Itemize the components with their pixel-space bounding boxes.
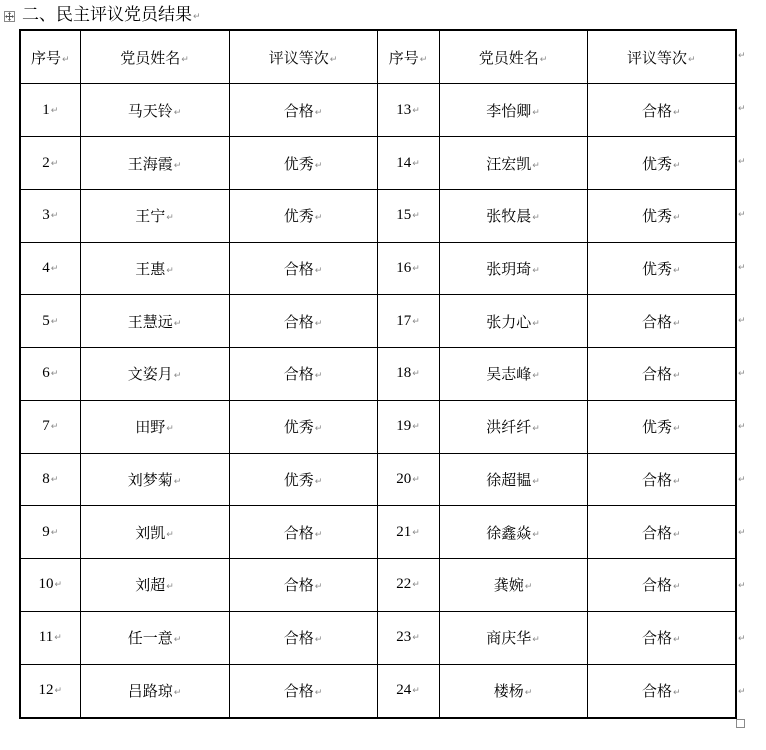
table-move-handle-icon[interactable] [4, 11, 15, 22]
evaluation-grade-left-cell: 优秀↵ [229, 189, 377, 242]
paragraph-mark-icon: ↵ [672, 529, 681, 540]
evaluation-grade-right-cell: 优秀↵ [587, 242, 736, 295]
paragraph-mark-icon: ↵ [173, 371, 182, 382]
member-name-left-cell: 刘梦菊↵ [80, 453, 229, 506]
serial-right-cell: 18↵ [377, 348, 439, 401]
paragraph-mark-icon: ↵ [672, 213, 681, 224]
member-name-right-cell: 汪宏凯↵ [439, 137, 587, 190]
member-name-right-cell: 商庆华↵ [439, 611, 587, 664]
paragraph-mark-icon: ↵ [672, 318, 681, 329]
header-cell-name-right: 党员姓名↵ [439, 30, 587, 84]
paragraph-mark-icon: ↵ [412, 105, 420, 116]
member-name-left-cell: 王惠↵ [80, 242, 229, 295]
paragraph-mark-icon: ↵ [412, 158, 420, 169]
paragraph-mark-icon: ↵ [166, 213, 174, 224]
serial-left-cell: 10↵ [20, 559, 80, 612]
table-row [20, 189, 736, 242]
end-of-table-marker [736, 719, 745, 728]
header-cell-grade-right: 评议等次↵ [587, 30, 736, 84]
member-name-right-cell: 张力心↵ [439, 295, 587, 348]
paragraph-mark-icon: ↵ [672, 107, 681, 118]
paragraph-mark-icon: ↵ [173, 107, 182, 118]
serial-right-cell: 17↵ [377, 295, 439, 348]
paragraph-mark-icon: ↵ [532, 476, 540, 487]
member-name-right-cell: 洪纤纤↵ [439, 400, 587, 453]
serial-right-cell: 21↵ [377, 506, 439, 559]
paragraph-mark-icon: ↵ [50, 474, 59, 485]
evaluation-grade-right-cell: 优秀↵ [587, 189, 736, 242]
paragraph-mark-icon: ↵ [412, 211, 420, 222]
paragraph-mark-icon: ↵ [166, 529, 174, 540]
table-header-row [20, 30, 736, 84]
evaluation-grade-right-cell: 合格↵ [587, 348, 736, 401]
paragraph-mark-icon: ↵ [314, 582, 323, 593]
paragraph-mark-icon: ↵ [412, 633, 420, 644]
member-name-left-cell: 刘超↵ [80, 559, 229, 612]
paragraph-mark-icon: ↵ [412, 422, 420, 433]
paragraph-mark-icon: ↵ [54, 580, 63, 591]
member-name-left-cell: 文姿月↵ [80, 348, 229, 401]
table-row [20, 559, 736, 612]
end-of-row-mark-icon: ↵ [738, 581, 746, 592]
paragraph-mark-icon: ↵ [412, 580, 420, 591]
end-of-row-mark-icon: ↵ [738, 475, 746, 486]
member-name-right-cell: 吴志峰↵ [439, 348, 587, 401]
member-name-right-cell: 龚婉↵ [439, 559, 587, 612]
evaluation-grade-left-cell: 合格↵ [229, 506, 377, 559]
paragraph-mark-icon: ↵ [672, 265, 681, 276]
evaluation-results-table [19, 29, 737, 719]
paragraph-mark-icon: ↵ [314, 213, 323, 224]
serial-left-cell: 12↵ [20, 664, 80, 718]
member-name-left-cell: 王海霞↵ [80, 137, 229, 190]
table-row [20, 611, 736, 664]
serial-left-cell: 8↵ [20, 453, 80, 506]
end-of-row-mark-icon: ↵ [738, 528, 746, 539]
header-cell-grade-left: 评议等次↵ [229, 30, 377, 84]
paragraph-mark-icon: ↵ [412, 316, 420, 327]
paragraph-mark-icon: ↵ [173, 160, 182, 171]
member-name-right-cell: 李怡卿↵ [439, 84, 587, 137]
member-name-left-cell: 吕路琼↵ [80, 664, 229, 718]
member-name-right-cell: 张牧晨↵ [439, 189, 587, 242]
paragraph-mark-icon: ↵ [532, 371, 540, 382]
paragraph-mark-icon: ↵ [672, 688, 681, 699]
end-of-row-mark-icon: ↵ [738, 209, 746, 220]
table-row [20, 400, 736, 453]
serial-right-cell: 13↵ [377, 84, 439, 137]
paragraph-mark-icon: ↵ [166, 265, 174, 276]
paragraph-mark-icon: ↵ [672, 582, 681, 593]
evaluation-grade-left-cell: 合格↵ [229, 295, 377, 348]
end-of-row-mark-icon: ↵ [738, 315, 746, 326]
evaluation-grade-right-cell: 合格↵ [587, 611, 736, 664]
member-name-right-cell: 徐鑫焱↵ [439, 506, 587, 559]
table-row [20, 242, 736, 295]
paragraph-mark-icon: ↵ [50, 316, 59, 327]
paragraph-mark-icon: ↵ [672, 160, 681, 171]
paragraph-mark-icon: ↵ [54, 633, 62, 644]
evaluation-grade-left-cell: 优秀↵ [229, 137, 377, 190]
paragraph-mark-icon: ↵ [314, 635, 323, 646]
paragraph-mark-icon: ↵ [532, 265, 540, 276]
serial-left-cell: 6↵ [20, 348, 80, 401]
serial-left-cell: 3↵ [20, 189, 80, 242]
paragraph-mark-icon: ↵ [672, 635, 681, 646]
paragraph-mark-icon: ↵ [193, 12, 201, 22]
section-heading-text: 二、民主评议党员结果 [22, 5, 192, 25]
serial-left-cell: 11↵ [20, 611, 80, 664]
paragraph-mark-icon: ↵ [314, 107, 323, 118]
serial-right-cell: 16↵ [377, 242, 439, 295]
paragraph-mark-icon: ↵ [524, 582, 533, 593]
evaluation-grade-left-cell: 合格↵ [229, 84, 377, 137]
evaluation-grade-right-cell: 合格↵ [587, 295, 736, 348]
paragraph-mark-icon: ↵ [412, 527, 420, 538]
serial-right-cell: 24↵ [377, 664, 439, 718]
paragraph-mark-icon: ↵ [50, 263, 59, 274]
member-name-right-cell: 楼杨↵ [439, 664, 587, 718]
paragraph-mark-icon: ↵ [532, 107, 540, 118]
paragraph-mark-icon: ↵ [412, 263, 420, 274]
serial-right-cell: 14↵ [377, 137, 439, 190]
paragraph-mark-icon: ↵ [314, 265, 323, 276]
paragraph-mark-icon: ↵ [166, 582, 174, 593]
paragraph-mark-icon: ↵ [314, 529, 323, 540]
end-of-row-mark-icon: ↵ [738, 262, 746, 273]
member-name-left-cell: 刘凯↵ [80, 506, 229, 559]
paragraph-mark-icon: ↵ [50, 105, 59, 116]
evaluation-grade-right-cell: 合格↵ [587, 506, 736, 559]
table-row [20, 84, 736, 137]
member-name-left-cell: 王宁↵ [80, 189, 229, 242]
evaluation-grade-left-cell: 合格↵ [229, 348, 377, 401]
serial-right-cell: 22↵ [377, 559, 439, 612]
header-cell-serial-left: 序号↵ [20, 30, 80, 84]
paragraph-mark-icon: ↵ [672, 476, 681, 487]
evaluation-grade-left-cell: 合格↵ [229, 242, 377, 295]
paragraph-mark-icon: ↵ [532, 424, 540, 435]
paragraph-mark-icon: ↵ [50, 158, 59, 169]
evaluation-grade-left-cell: 合格↵ [229, 664, 377, 718]
paragraph-mark-icon: ↵ [314, 160, 323, 171]
paragraph-mark-icon: ↵ [314, 476, 323, 487]
table-row [20, 664, 736, 718]
member-name-left-cell: 马天铃↵ [80, 84, 229, 137]
serial-left-cell: 1↵ [20, 84, 80, 137]
paragraph-mark-icon: ↵ [166, 424, 174, 435]
end-of-row-mark-icon: ↵ [738, 369, 746, 379]
table-row [20, 506, 736, 559]
paragraph-mark-icon: ↵ [54, 686, 63, 697]
end-of-row-mark-icon: ↵ [738, 634, 746, 645]
evaluation-grade-right-cell: 合格↵ [587, 453, 736, 506]
paragraph-mark-icon: ↵ [672, 424, 681, 435]
serial-right-cell: 20↵ [377, 453, 439, 506]
end-of-row-mark-icon: ↵ [738, 50, 746, 61]
paragraph-mark-icon: ↵ [50, 369, 59, 380]
paragraph-mark-icon: ↵ [532, 635, 540, 646]
end-of-row-mark-icon: ↵ [738, 422, 746, 433]
header-cell-name-left: 党员姓名↵ [80, 30, 229, 84]
paragraph-mark-icon: ↵ [672, 371, 681, 382]
end-of-row-mark-icon: ↵ [738, 156, 746, 167]
paragraph-mark-icon: ↵ [532, 160, 540, 171]
member-name-left-cell: 任一意↵ [80, 611, 229, 664]
table-row [20, 453, 736, 506]
paragraph-mark-icon: ↵ [532, 318, 540, 329]
serial-left-cell: 2↵ [20, 137, 80, 190]
evaluation-grade-left-cell: 合格↵ [229, 611, 377, 664]
paragraph-mark-icon: ↵ [412, 474, 420, 485]
serial-right-cell: 15↵ [377, 189, 439, 242]
table-row [20, 137, 736, 190]
paragraph-mark-icon: ↵ [532, 529, 540, 540]
table-row [20, 348, 736, 401]
paragraph-mark-icon: ↵ [173, 318, 182, 329]
paragraph-mark-icon: ↵ [532, 213, 540, 224]
evaluation-grade-right-cell: 合格↵ [587, 664, 736, 718]
paragraph-mark-icon: ↵ [412, 686, 420, 697]
end-of-row-mark-icon: ↵ [738, 103, 746, 114]
paragraph-mark-icon: ↵ [314, 371, 323, 382]
serial-right-cell: 19↵ [377, 400, 439, 453]
paragraph-mark-icon: ↵ [314, 318, 323, 329]
paragraph-mark-icon: ↵ [314, 424, 323, 435]
serial-left-cell: 9↵ [20, 506, 80, 559]
paragraph-mark-icon: ↵ [412, 369, 420, 380]
member-name-left-cell: 田野↵ [80, 400, 229, 453]
paragraph-mark-icon: ↵ [173, 635, 182, 646]
evaluation-grade-right-cell: 优秀↵ [587, 137, 736, 190]
paragraph-mark-icon: ↵ [173, 476, 182, 487]
paragraph-mark-icon: ↵ [50, 527, 59, 538]
member-name-left-cell: 王慧远↵ [80, 295, 229, 348]
evaluation-grade-right-cell: 合格↵ [587, 559, 736, 612]
member-name-right-cell: 张玥琦↵ [439, 242, 587, 295]
serial-left-cell: 4↵ [20, 242, 80, 295]
evaluation-grade-right-cell: 合格↵ [587, 84, 736, 137]
evaluation-grade-left-cell: 优秀↵ [229, 400, 377, 453]
serial-left-cell: 7↵ [20, 400, 80, 453]
paragraph-mark-icon: ↵ [524, 688, 533, 699]
end-of-row-mark-icon: ↵ [738, 687, 746, 698]
section-heading [22, 3, 201, 29]
evaluation-grade-left-cell: 合格↵ [229, 559, 377, 612]
paragraph-mark-icon: ↵ [314, 688, 323, 699]
serial-left-cell: 5↵ [20, 295, 80, 348]
member-name-right-cell: 徐超韫↵ [439, 453, 587, 506]
paragraph-mark-icon: ↵ [50, 211, 59, 222]
table-row [20, 295, 736, 348]
evaluation-grade-left-cell: 优秀↵ [229, 453, 377, 506]
header-cell-serial-right: 序号↵ [377, 30, 439, 84]
paragraph-mark-icon: ↵ [50, 422, 59, 433]
paragraph-mark-icon: ↵ [173, 688, 182, 699]
serial-right-cell: 23↵ [377, 611, 439, 664]
evaluation-grade-right-cell: 优秀↵ [587, 400, 736, 453]
